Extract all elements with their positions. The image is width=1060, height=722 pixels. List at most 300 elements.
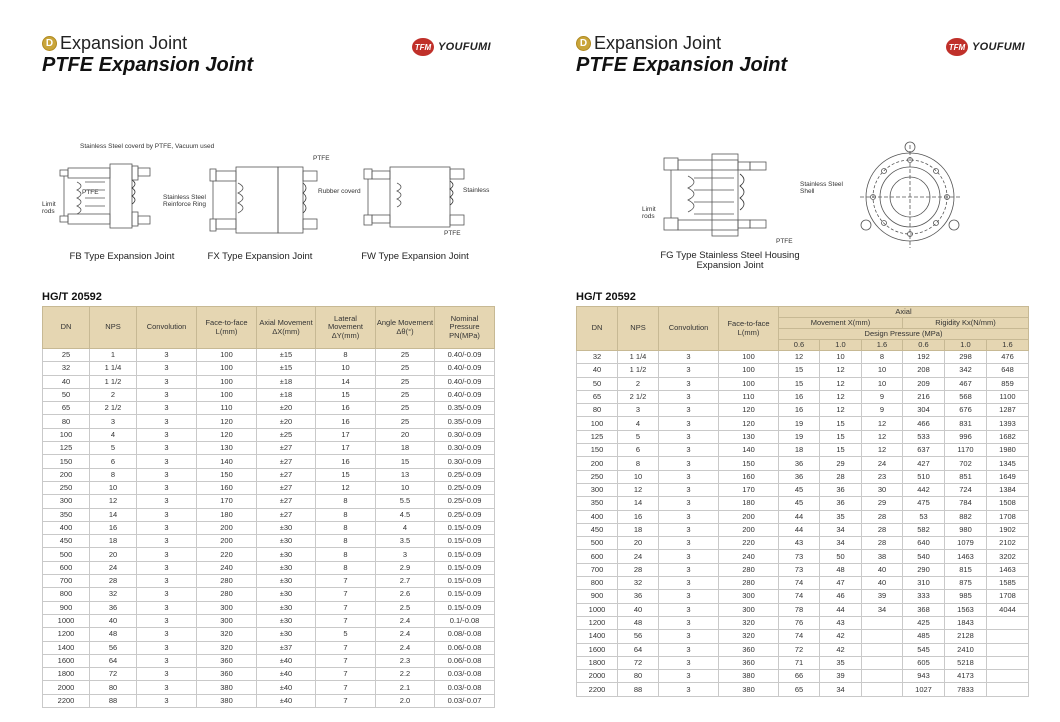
table-row (43, 495, 495, 508)
table-cell: 900 (43, 601, 90, 614)
table-cell: 400 (43, 521, 90, 534)
table-cell: 3 (618, 404, 659, 417)
table-cell: 800 (43, 588, 90, 601)
table-cell: 7 (316, 681, 376, 694)
col-header-nominal-pressure: Nominal Pressure PN(MPa) (435, 307, 495, 349)
table-cell: 200 (577, 457, 618, 470)
table-cell: 0.40/-0.09 (435, 349, 495, 362)
table-cell: 1682 (987, 430, 1029, 443)
table-cell: 47 (820, 577, 862, 590)
table-cell: 32 (43, 362, 90, 375)
table-cell: 48 (90, 628, 137, 641)
table-cell: 300 (197, 614, 257, 627)
table-cell: 985 (945, 590, 987, 603)
table-cell: 3 (659, 351, 719, 364)
table-cell: 7 (316, 575, 376, 588)
col-header-convolution: Convolution (137, 307, 197, 349)
table-cell: 3 (137, 681, 197, 694)
table-cell: 2.6 (376, 588, 435, 601)
table-cell: 3 (137, 694, 197, 707)
table-cell: 1980 (987, 444, 1029, 457)
table-cell: 3 (137, 614, 197, 627)
table-cell: 16 (316, 455, 376, 468)
table-cell: ±30 (257, 601, 316, 614)
table-cell: 18 (618, 523, 659, 536)
fg-label-shell: Stainless Steel Shell (800, 181, 843, 196)
table-cell: 3 (137, 508, 197, 521)
table-cell: 648 (987, 364, 1029, 377)
table-cell: 980 (945, 523, 987, 536)
table-cell: 15 (316, 468, 376, 481)
table-cell: 220 (197, 548, 257, 561)
col-header-design-pressure: Design Pressure (MPa) (779, 329, 1029, 340)
table-cell: 0.30/-0.09 (435, 442, 495, 455)
table-cell: 300 (719, 590, 779, 603)
table-row (43, 402, 495, 415)
table-header-row (577, 307, 1029, 318)
table-row (577, 364, 1029, 377)
table-cell: 5218 (945, 656, 987, 669)
table-cell: 605 (903, 656, 945, 669)
table-cell: 280 (197, 575, 257, 588)
table-cell: 1000 (43, 614, 90, 627)
table-cell: 100 (197, 362, 257, 375)
table-cell: 2.4 (376, 641, 435, 654)
table-cell: 0.15/-0.09 (435, 561, 495, 574)
table-cell: 2.9 (376, 561, 435, 574)
table-cell: 545 (903, 643, 945, 656)
table-cell: 3 (137, 548, 197, 561)
table-cell: 3 (137, 654, 197, 667)
table-cell: 39 (862, 590, 903, 603)
table-row (43, 601, 495, 614)
col-header-axial-movement: Axial Movement ΔX(mm) (257, 307, 316, 349)
table-cell: 40 (43, 375, 90, 388)
table-cell: 0.15/-0.09 (435, 548, 495, 561)
right-page (530, 0, 1060, 722)
table-cell: 5.5 (376, 495, 435, 508)
table-cell: 12 (90, 495, 137, 508)
table-cell: 19 (779, 430, 820, 443)
table-cell: 2 (90, 388, 137, 401)
table-cell: 1345 (987, 457, 1029, 470)
table-cell: 28 (820, 470, 862, 483)
table-cell: 50 (820, 550, 862, 563)
table-cell: 43 (779, 537, 820, 550)
table-cell: 0.03/-0.08 (435, 681, 495, 694)
table-cell: 3 (137, 375, 197, 388)
col-header-pressure: 0.6 (779, 340, 820, 351)
table-cell: 23 (862, 470, 903, 483)
table-cell: 14 (618, 497, 659, 510)
table-cell: 1563 (945, 603, 987, 616)
table-cell: 2.3 (376, 654, 435, 667)
table-cell: 3 (659, 417, 719, 430)
table-cell: 28 (862, 510, 903, 523)
col-header-movement: Movement X(mm) (779, 318, 903, 329)
col-header-axial: Axial (779, 307, 1029, 318)
table-row (577, 444, 1029, 457)
table-row (577, 457, 1029, 470)
table-row (43, 681, 495, 694)
fg-label-ptfe: PTFE (776, 238, 793, 245)
table-cell: 300 (43, 495, 90, 508)
table-cell: 1393 (987, 417, 1029, 430)
table-cell: 10 (862, 364, 903, 377)
table-cell: 100 (719, 351, 779, 364)
table-cell (862, 656, 903, 669)
table-cell: 170 (719, 483, 779, 496)
table-cell: 0.35/-0.09 (435, 415, 495, 428)
table-cell: 15 (779, 377, 820, 390)
table-cell: 16 (316, 415, 376, 428)
table-cell: 24 (90, 561, 137, 574)
table-cell: 485 (903, 630, 945, 643)
table-cell: ±15 (257, 349, 316, 362)
table-cell: 800 (577, 577, 618, 590)
logo-mark-icon: TFM (946, 38, 968, 56)
table-cell: 10 (90, 481, 137, 494)
table-cell: 16 (779, 390, 820, 403)
table-cell: 2 1/2 (90, 402, 137, 415)
table-cell: 3 (659, 523, 719, 536)
table-cell: 34 (820, 537, 862, 550)
table-cell: 35 (820, 656, 862, 669)
table-cell: 7 (316, 588, 376, 601)
table-row (43, 349, 495, 362)
table-cell: 25 (376, 388, 435, 401)
table-row (577, 537, 1029, 550)
table-cell: 200 (719, 523, 779, 536)
table-cell (862, 616, 903, 629)
fx-joint-diagram (208, 163, 328, 243)
table-cell: 320 (197, 628, 257, 641)
table-cell: 19 (779, 417, 820, 430)
table-cell: 74 (779, 577, 820, 590)
logo-name: YOUFUMI (972, 41, 1025, 53)
table-cell: 10 (316, 362, 376, 375)
table-cell: 533 (903, 430, 945, 443)
table-cell: 40 (862, 563, 903, 576)
table-cell: 2000 (43, 681, 90, 694)
table-cell (987, 643, 1029, 656)
table-cell: 28 (862, 537, 903, 550)
table-cell: 320 (719, 616, 779, 629)
table-cell: 36 (90, 601, 137, 614)
table-row (577, 483, 1029, 496)
table-cell: 25 (376, 415, 435, 428)
table-cell: 100 (197, 375, 257, 388)
table-cell: ±30 (257, 628, 316, 641)
table-cell: ±30 (257, 614, 316, 627)
table-cell: 1843 (945, 616, 987, 629)
table-cell: 78 (779, 603, 820, 616)
table-cell: 3 (659, 364, 719, 377)
table-cell: ±30 (257, 561, 316, 574)
table-cell: 100 (719, 377, 779, 390)
table-cell: 12 (316, 481, 376, 494)
table-cell: 150 (43, 455, 90, 468)
standard-label: HG/T 20592 (42, 291, 102, 303)
fg-joint-side-diagram (660, 148, 780, 243)
table-cell: 510 (903, 470, 945, 483)
table-cell: 450 (577, 523, 618, 536)
table-cell: 130 (197, 442, 257, 455)
table-cell: 400 (577, 510, 618, 523)
table-cell (862, 643, 903, 656)
table-cell: 88 (618, 683, 659, 696)
table-cell: 1600 (577, 643, 618, 656)
table-cell: 875 (945, 577, 987, 590)
table-cell: 3 (137, 495, 197, 508)
table-cell: 3 (659, 656, 719, 669)
table-cell: 1800 (577, 656, 618, 669)
table-cell: 125 (577, 430, 618, 443)
table-cell: 208 (903, 364, 945, 377)
logo-name: YOUFUMI (438, 41, 491, 53)
table-cell (987, 656, 1029, 669)
table-cell: 859 (987, 377, 1029, 390)
table-cell: 0.06/-0.08 (435, 654, 495, 667)
table-cell: 64 (90, 654, 137, 667)
table-cell: 25 (376, 362, 435, 375)
table-cell: 1400 (577, 630, 618, 643)
table-cell: 100 (197, 388, 257, 401)
brand-logo (412, 38, 491, 56)
table-cell: 120 (197, 428, 257, 441)
table-cell: 1100 (987, 390, 1029, 403)
table-cell: ±27 (257, 455, 316, 468)
table-cell: 40 (577, 364, 618, 377)
table-cell: 3 (137, 575, 197, 588)
fg-caption-line2: Expansion Joint (696, 260, 764, 272)
table-cell: 16 (618, 510, 659, 523)
table-cell: 170 (197, 495, 257, 508)
table-cell: 1600 (43, 654, 90, 667)
table-cell: 12 (862, 444, 903, 457)
table-cell: 360 (197, 668, 257, 681)
table-cell (862, 683, 903, 696)
table-cell: ±30 (257, 548, 316, 561)
table-row (577, 590, 1029, 603)
table-cell: ±30 (257, 535, 316, 548)
table-cell: 0.35/-0.09 (435, 402, 495, 415)
table-row (577, 563, 1029, 576)
fb-label-ring: Stainless Steel Reinforce Ring (163, 194, 206, 209)
table-cell: 0.15/-0.09 (435, 601, 495, 614)
table-cell: 28 (90, 575, 137, 588)
table-cell: 200 (197, 521, 257, 534)
table-cell: 0.15/-0.09 (435, 575, 495, 588)
col-header-nps: NPS (618, 307, 659, 351)
col-header-pressure: 1.6 (987, 340, 1029, 351)
table-cell: 2.4 (376, 628, 435, 641)
table-cell: 100 (577, 417, 618, 430)
table-cell: 15 (820, 417, 862, 430)
table-cell: 2.1 (376, 681, 435, 694)
table-cell: 180 (197, 508, 257, 521)
table-cell: 425 (903, 616, 945, 629)
table-row (577, 390, 1029, 403)
table-row (43, 668, 495, 681)
table-cell: 15 (376, 455, 435, 468)
table-cell: 14 (316, 375, 376, 388)
table-cell: 784 (945, 497, 987, 510)
table-cell: 6 (90, 455, 137, 468)
fb-spec-table (42, 306, 495, 708)
table-cell: 216 (903, 390, 945, 403)
table-cell: 200 (719, 510, 779, 523)
table-cell: 0.25/-0.09 (435, 481, 495, 494)
table-row (577, 550, 1029, 563)
table-cell: 32 (618, 577, 659, 590)
table-cell (987, 616, 1029, 629)
table-cell: 4.5 (376, 508, 435, 521)
table-cell: 160 (719, 470, 779, 483)
col-header-pressure: 1.6 (862, 340, 903, 351)
table-cell: 240 (719, 550, 779, 563)
table-cell: 8 (316, 495, 376, 508)
table-cell: 24 (618, 550, 659, 563)
fb-label-ptfe: PTFE (82, 189, 99, 196)
table-cell: 66 (779, 670, 820, 683)
table-row (577, 670, 1029, 683)
table-row (43, 641, 495, 654)
table-cell: 1708 (987, 510, 1029, 523)
table-cell: 15 (779, 364, 820, 377)
table-cell: 5 (618, 430, 659, 443)
table-cell: 540 (903, 550, 945, 563)
table-cell: ±25 (257, 428, 316, 441)
table-cell: 3 (137, 455, 197, 468)
table-cell: 17 (316, 442, 376, 455)
table-cell: 600 (577, 550, 618, 563)
table-cell: 72 (779, 643, 820, 656)
table-cell: 882 (945, 510, 987, 523)
table-row (43, 588, 495, 601)
table-cell: 582 (903, 523, 945, 536)
table-cell: 65 (577, 390, 618, 403)
table-cell: 20 (90, 548, 137, 561)
table-cell: 450 (43, 535, 90, 548)
page-title: PTFE Expansion Joint (42, 54, 254, 76)
table-cell: 1649 (987, 470, 1029, 483)
table-cell: 1463 (987, 563, 1029, 576)
table-cell: 10 (618, 470, 659, 483)
table-cell: 427 (903, 457, 945, 470)
table-cell: 3.5 (376, 535, 435, 548)
col-header-angle-movement: Angle Movement Δθ(°) (376, 307, 435, 349)
table-cell: 25 (43, 349, 90, 362)
table-cell: 3 (659, 550, 719, 563)
table-cell: 3202 (987, 550, 1029, 563)
table-cell: 700 (43, 575, 90, 588)
table-cell: 1800 (43, 668, 90, 681)
table-cell: 80 (618, 670, 659, 683)
table-row (43, 375, 495, 388)
table-cell: 12 (618, 483, 659, 496)
table-cell: 2 (618, 377, 659, 390)
category-label: Expansion Joint (60, 33, 188, 53)
table-cell: 4 (376, 521, 435, 534)
table-cell: 72 (90, 668, 137, 681)
fg-spec-table (576, 306, 1029, 697)
table-cell: 3 (137, 601, 197, 614)
table-cell: 2.2 (376, 668, 435, 681)
table-cell: 900 (577, 590, 618, 603)
table-cell: 180 (719, 497, 779, 510)
table-cell: 160 (197, 481, 257, 494)
table-cell: 2102 (987, 537, 1029, 550)
table-cell: 360 (197, 654, 257, 667)
table-cell: 73 (779, 563, 820, 576)
table-row (43, 481, 495, 494)
table-cell: 8 (862, 351, 903, 364)
table-cell: 120 (197, 415, 257, 428)
table-cell: 46 (820, 590, 862, 603)
table-cell (987, 683, 1029, 696)
table-cell: 1200 (577, 616, 618, 629)
table-cell: 8 (316, 521, 376, 534)
table-cell: 120 (719, 404, 779, 417)
table-row (43, 535, 495, 548)
table-cell: 15 (820, 444, 862, 457)
table-row (577, 656, 1029, 669)
table-cell: 20 (618, 537, 659, 550)
col-header-face-to-face: Face-to-face L(mm) (197, 307, 257, 349)
fw-label-ptfe: PTFE (444, 230, 461, 237)
table-cell: 600 (43, 561, 90, 574)
table-cell: 0.03/-0.08 (435, 668, 495, 681)
table-cell: ±40 (257, 654, 316, 667)
table-cell: 10 (820, 351, 862, 364)
table-cell: 34 (820, 683, 862, 696)
table-row (577, 497, 1029, 510)
table-row (43, 442, 495, 455)
table-cell: 65 (43, 402, 90, 415)
table-cell: 34 (820, 523, 862, 536)
table-cell: 220 (719, 537, 779, 550)
fb-label-ss-ptfe: Stainless Steel coverd by PTFE, Vacuum used (80, 143, 215, 150)
table-cell: 16 (316, 402, 376, 415)
table-cell (862, 670, 903, 683)
table-cell: 3 (659, 404, 719, 417)
table-cell: 140 (197, 455, 257, 468)
table-cell: 3 (90, 415, 137, 428)
table-cell: 1 1/2 (618, 364, 659, 377)
table-cell: 3 (659, 497, 719, 510)
table-cell: 500 (43, 548, 90, 561)
table-cell: 3 (659, 457, 719, 470)
table-cell: 8 (316, 349, 376, 362)
table-cell: 150 (719, 457, 779, 470)
table-cell: ±40 (257, 694, 316, 707)
table-cell (862, 630, 903, 643)
category-badge-icon: D (42, 36, 57, 51)
table-cell: 53 (903, 510, 945, 523)
table-cell: 88 (90, 694, 137, 707)
col-header-convolution: Convolution (659, 307, 719, 351)
table-cell (987, 670, 1029, 683)
table-cell: 298 (945, 351, 987, 364)
table-cell: 442 (903, 483, 945, 496)
table-cell: 44 (779, 510, 820, 523)
table-cell: 110 (197, 402, 257, 415)
table-cell: 12 (862, 417, 903, 430)
table-cell: 48 (618, 616, 659, 629)
table-cell: 36 (820, 497, 862, 510)
table-cell: 18 (779, 444, 820, 457)
